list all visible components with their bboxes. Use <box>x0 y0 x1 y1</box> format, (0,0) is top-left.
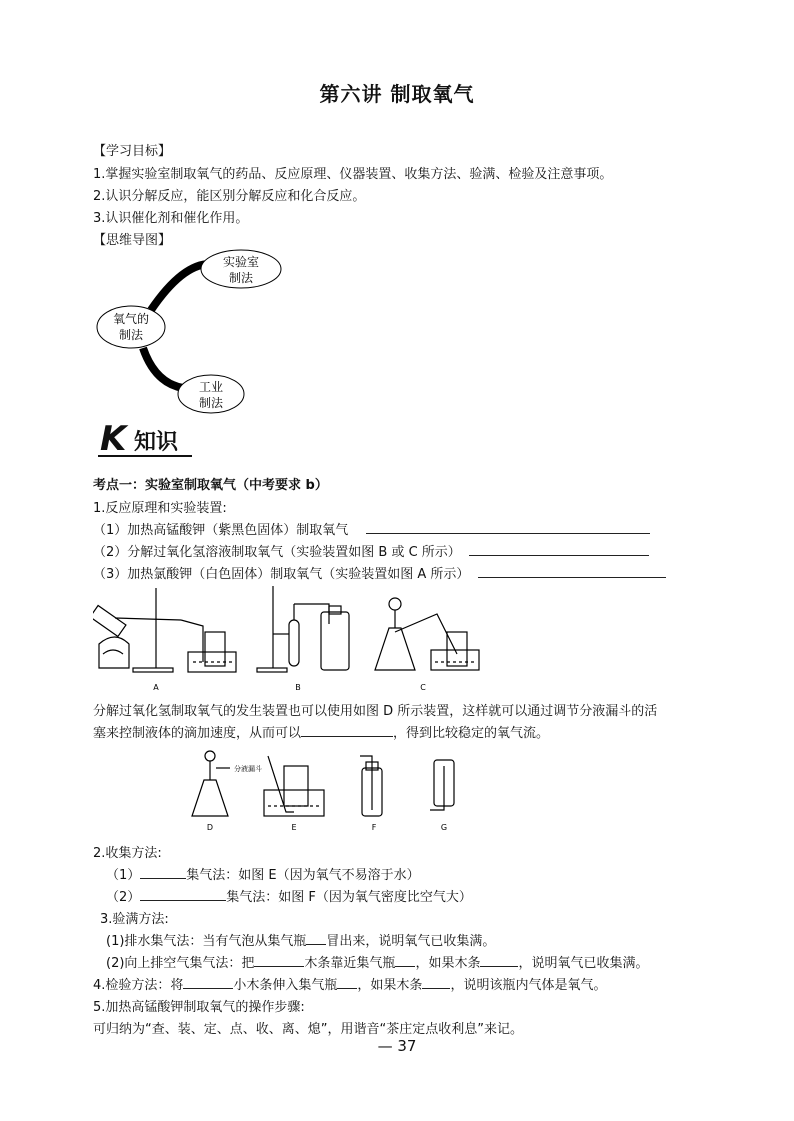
collect-2 <box>106 886 472 905</box>
full-1-blank[interactable] <box>306 932 326 945</box>
apparatus-e <box>264 756 324 816</box>
mindmap-heading: 【思维导图】 <box>93 233 172 248</box>
apparatus-f <box>360 756 382 816</box>
figure-label-b: B <box>295 683 301 692</box>
collect-heading: 2.收集方法: <box>93 846 162 861</box>
collect-2-post: 集气法：如图 F（因为氧气密度比空气大） <box>226 890 472 905</box>
reaction-1-blank[interactable] <box>366 521 650 534</box>
full-2-b: 木条靠近集气瓶 <box>304 956 396 971</box>
check-a: 4.检验方法：将 <box>93 978 184 993</box>
collect-1 <box>106 864 420 883</box>
figure-label-a: A <box>153 683 159 692</box>
reaction-2-blank[interactable] <box>469 543 649 556</box>
reaction-3-text: （3）加热氯酸钾（白色固体）制取氧气（实验装置如图 A 所示） <box>93 567 470 582</box>
check-method <box>93 974 606 993</box>
figure-label-e: E <box>291 823 297 832</box>
full-2-d: ，说明氧气已收集满。 <box>518 956 649 971</box>
figure-label-c: C <box>420 683 426 692</box>
check-b: 小木条伸入集气瓶 <box>233 978 338 993</box>
paragraph-d-line1: 分解过氧化氢制取氧气的发生装置也可以使用如图 D 所示装置，这样就可以通过调节分液漏斗的活 <box>93 704 658 719</box>
paragraph-d-line2-post: ，得到比较稳定的氧气流。 <box>393 726 550 741</box>
apparatus-a <box>93 588 236 672</box>
control-rate-blank[interactable] <box>301 724 393 737</box>
check-blank-1[interactable] <box>183 976 233 989</box>
page-title: 第六讲 制取氧气 <box>319 82 475 106</box>
knowledge-banner <box>96 418 396 458</box>
reaction-1-text: （1）加热高锰酸钾（紫黑色固体）制取氧气 <box>93 523 349 538</box>
mindmap-bottom-line1: 工业 <box>198 380 224 394</box>
apparatus-figure-defg <box>190 746 490 832</box>
goals-heading: 【学习目标】 <box>93 144 172 159</box>
check-d: ，说明该瓶内气体是氧气。 <box>450 978 607 993</box>
full-1-post: 冒出来，说明氧气已收集满。 <box>326 934 496 949</box>
goal-item-1: 1.掌握实验室制取氧气的药品、反应原理、仪器装置、收集方法、验满、检验及注意事项。 <box>93 167 613 182</box>
apparatus-b <box>257 586 349 672</box>
principle-heading: 1.反应原理和实验装置: <box>93 501 227 516</box>
full-2-a: (2)向上排空气集气法：把 <box>106 956 255 971</box>
apparatus-figure-abc <box>93 584 493 696</box>
reaction-1 <box>93 519 650 538</box>
reaction-3 <box>93 563 666 582</box>
goal-item-2: 2.认识分解反应，能区别分解反应和化合反应。 <box>93 189 366 204</box>
mindmap-center-line1: 氧气的 <box>112 312 150 326</box>
collect-1-pre: （1） <box>106 868 141 883</box>
check-blank-3[interactable] <box>422 976 450 989</box>
steps-text: 可归纳为“查、装、定、点、收、离、熄”，用谐音“茶庄定点收利息”来记。 <box>93 1022 523 1037</box>
full-2-blank-2[interactable] <box>395 954 415 967</box>
mindmap-arc-bottom <box>143 348 183 388</box>
steps-heading: 5.加热高锰酸钾制取氧气的操作步骤: <box>93 1000 305 1015</box>
reaction-2-text: （2）分解过氧化氢溶液制取氧气（实验装置如图 B 或 C 所示） <box>93 545 461 560</box>
full-2-c: ，如果木条 <box>415 956 481 971</box>
banner-letter: K <box>100 419 127 458</box>
paragraph-d-line2-pre: 塞来控制液体的滴加速度，从而可以 <box>93 726 302 741</box>
collect-1-post: 集气法：如图 E（因为氧气不易溶于水） <box>186 868 420 883</box>
full-1-pre: (1)排水集气法：当有气泡从集气瓶 <box>106 934 307 949</box>
mindmap-top-line1: 实验室 <box>222 255 260 269</box>
full-2-blank-3[interactable] <box>480 954 518 967</box>
collect-2-blank[interactable] <box>140 888 226 901</box>
full-heading: 3.验满方法: <box>100 912 169 927</box>
apparatus-g <box>430 760 454 810</box>
banner-text: 知识 <box>134 430 179 455</box>
reaction-3-blank[interactable] <box>478 565 666 578</box>
point1-heading: 考点一：实验室制取氧气（中考要求 b） <box>93 478 328 493</box>
funnel-label: 分液漏斗 <box>234 765 262 773</box>
reaction-2 <box>93 541 649 560</box>
mindmap-center-line2: 制法 <box>118 328 144 342</box>
full-2 <box>106 952 648 971</box>
page-number: — 37 <box>377 1037 417 1055</box>
collect-1-blank[interactable] <box>140 866 186 879</box>
mind-map <box>93 248 323 416</box>
apparatus-c <box>375 598 479 670</box>
check-c: ，如果木条 <box>357 978 423 993</box>
figure-label-g: G <box>440 823 448 832</box>
paragraph-d-line2 <box>93 722 549 741</box>
figure-label-d: D <box>206 823 214 832</box>
check-blank-2[interactable] <box>337 976 357 989</box>
figure-label-f: F <box>371 823 377 832</box>
goal-item-3: 3.认识催化剂和催化作用。 <box>93 211 249 226</box>
mindmap-bottom-line2: 制法 <box>198 396 224 410</box>
apparatus-d <box>192 751 230 816</box>
collect-2-pre: （2） <box>106 890 141 905</box>
mindmap-top-line2: 制法 <box>228 271 254 285</box>
full-1 <box>106 930 495 949</box>
full-2-blank-1[interactable] <box>254 954 304 967</box>
